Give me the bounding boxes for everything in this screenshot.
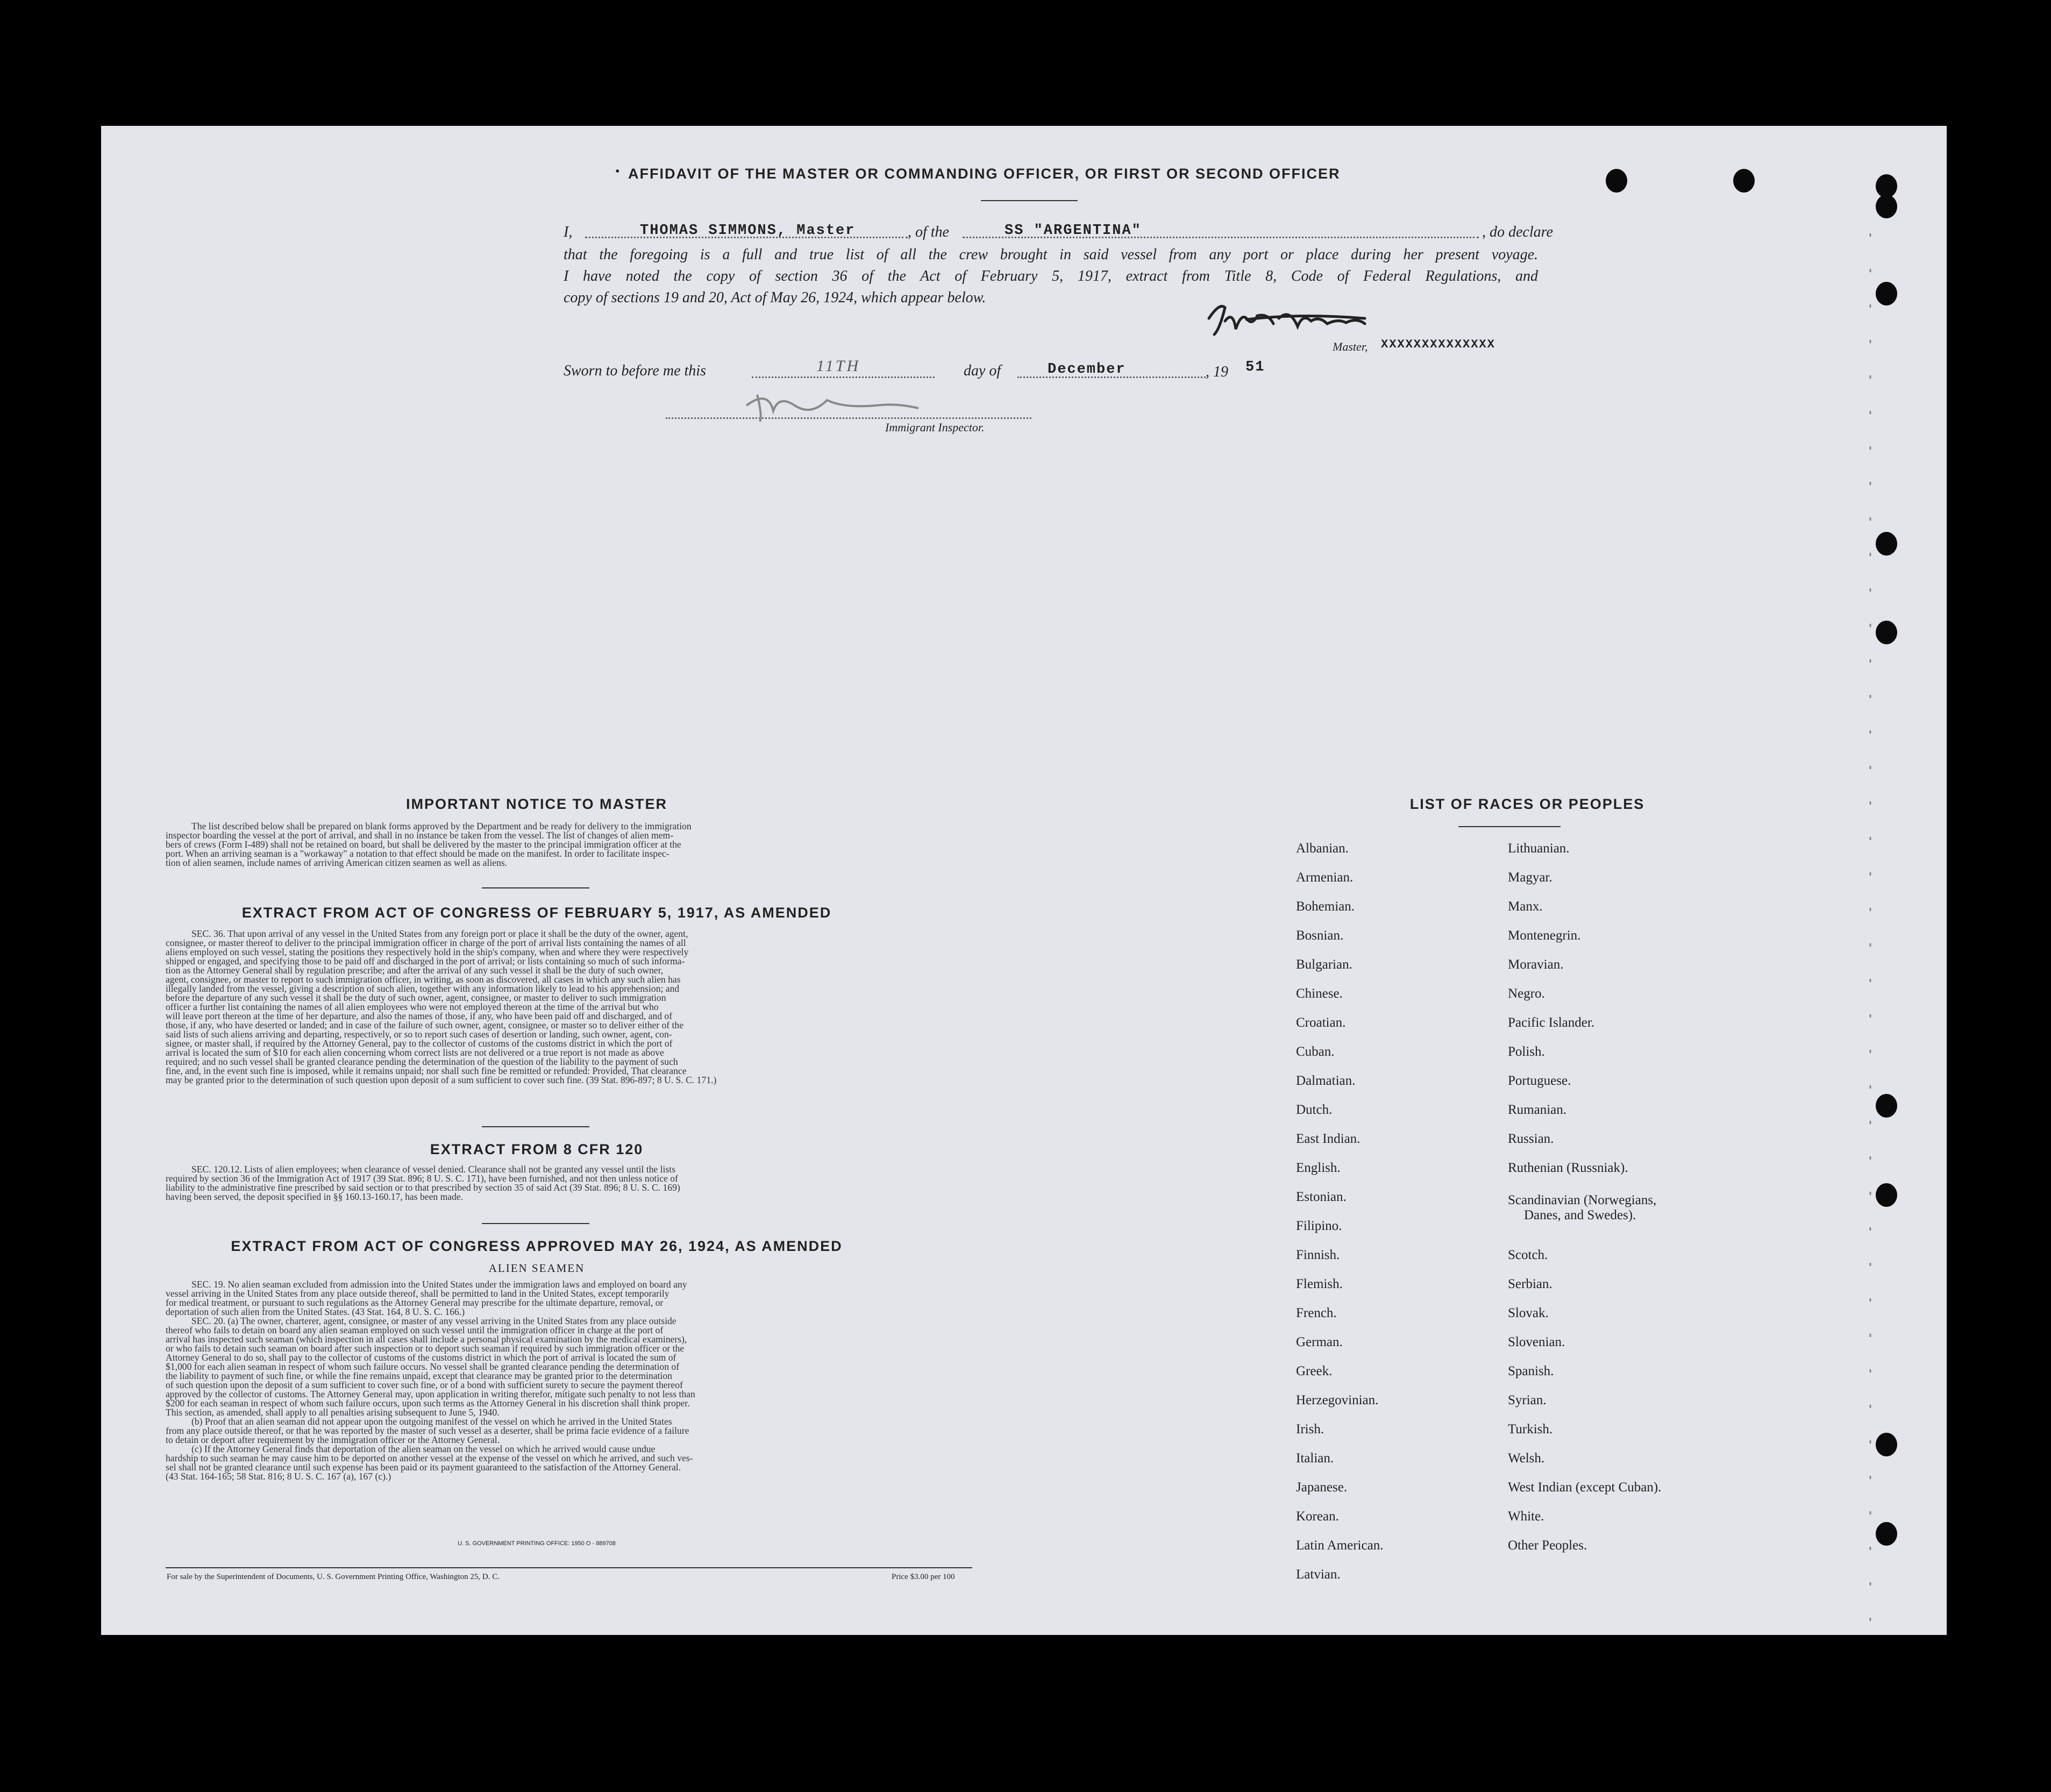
edge-marks xyxy=(1860,233,1876,1621)
race-item: Dalmatian. xyxy=(1296,1073,1356,1088)
document-page xyxy=(101,126,1947,1635)
extract-8cfr-line: liability to the administrative fine prescribed by said section or to that prescribed by section 35 of said Act (39 Stat. 896; 8 U. S. C. 169) xyxy=(166,1182,680,1193)
race-item: Magyar. xyxy=(1508,870,1553,885)
master-label: Master, xyxy=(1333,340,1368,353)
month-value: December xyxy=(1048,361,1126,378)
footer-right: Price $3.00 per 100 xyxy=(892,1573,955,1581)
notice-text xyxy=(166,822,902,867)
extract-1917-line: before the departure of any such vessel it shall be the duty of such owner, agent, consignee, or master to deliver to such immigration xyxy=(166,992,666,1003)
extract-1924-line: $200 for each seaman in respect of whom such failure occurs, upon such terms as the Attorney General in his discretion shall think proper. xyxy=(166,1398,690,1409)
extract-1924-line: SEC. 19. No alien seaman excluded from admission into the United States under the immigration laws and employed on board any xyxy=(191,1279,687,1290)
extract-1924-line: vessel arriving in the United States from any place outside thereof, shall be permitted to land in the United States, except temporarily xyxy=(166,1288,670,1299)
race-item: Russian. xyxy=(1508,1132,1554,1146)
race-item: Croatian. xyxy=(1296,1015,1346,1030)
punch-hole xyxy=(1876,1183,1897,1207)
race-item: East Indian. xyxy=(1296,1132,1361,1146)
race-item: Ruthenian (Russniak). xyxy=(1508,1161,1628,1175)
extract-1917-line: aliens employed on such vessel, stating the positions they respectively hold in the ship's company, when and where they were respectively xyxy=(166,947,689,957)
extract-1924-line: to detain or deport after requirement by the immigration officer or the Attorney General. xyxy=(166,1434,500,1445)
extract-8cfr-title: EXTRACT FROM 8 CFR 120 xyxy=(430,1141,644,1157)
master-signature xyxy=(1203,297,1376,340)
extract-1924-line: (43 Stat. 164-165; 58 Stat. 816; 8 U. S. C. 167 (a), 167 (c).) xyxy=(166,1471,391,1482)
race-item: Other Peoples. xyxy=(1508,1538,1587,1553)
race-item: Slovenian. xyxy=(1508,1335,1565,1349)
notice-line: port. When an arriving seaman is a "workaway" a notation to that effect should be made on the manifest. In order to facilitate inspec- xyxy=(166,848,670,859)
race-item: Chinese. xyxy=(1296,986,1343,1001)
declaration-line-3: I have noted the copy of section 36 of the Act of February 5, 1917, extract from Title 8, Code of Federal Regulations, and xyxy=(564,268,1538,285)
extract-1924-line: (b) Proof that an alien seaman did not appear upon the outgoing manifest of the vessel on which he arrived in the United States xyxy=(191,1416,672,1427)
bullet-mark: • xyxy=(615,165,620,179)
race-item: Serbian. xyxy=(1508,1277,1553,1291)
extract-1917-line: illegally landed from the vessel, giving a description of such alien, together with any information likely to lead to his apprehension; and xyxy=(166,983,680,994)
extract-1924-line: (c) If the Attorney General finds that deportation of the alien seaman on the vessel on which he arrived would cause undue xyxy=(191,1443,656,1454)
extract-1924-line: arrival has inspected such seaman (which inspection in all cases shall include a personal physical examination by the medical examiners), xyxy=(166,1334,687,1345)
race-item: Dutch. xyxy=(1296,1103,1333,1117)
race-item: Slovak. xyxy=(1508,1306,1549,1320)
race-item: Scotch. xyxy=(1508,1248,1548,1262)
race-item: Scandinavian (Norwegians, xyxy=(1508,1193,1657,1207)
notice-line: The list described below shall be prepared on blank forms approved by the Department and be ready for delivery to the immigration xyxy=(191,821,692,831)
name-field-value: THOMAS SIMMONS, Master xyxy=(640,223,856,239)
extract-1917-line: fine, and, in the event such fine is imposed, while it remains unpaid; nor shall such fine be remitted or refunded: Provided, That clearance xyxy=(166,1065,687,1076)
extract-1917-line: SEC. 36. That upon arrival of any vessel in the United States from any foreign port or place it shall be the duty of the owner, agent, xyxy=(191,928,688,939)
race-item: Lithuanian. xyxy=(1508,841,1570,856)
do-declare-label: , do declare xyxy=(1482,224,1553,240)
races-rule xyxy=(1458,826,1561,827)
extract-8cfr-line: required by section 36 of the Immigration Act of 1917 (39 Stat. 896; 8 U. S. C. 171), have been furnished, and not then unless notice of xyxy=(166,1173,678,1184)
notice-rule xyxy=(482,887,589,888)
race-item: Japanese. xyxy=(1296,1480,1348,1495)
extract-1917-line: signee, or master shall, if required by the Attorney General, pay to the collector of customs of the customs district in which the port of xyxy=(166,1038,673,1049)
extract-1924-line: hardship to such seaman he may cause him to be deported on another vessel at the expense of the vessel on which he arrived, and such ves- xyxy=(166,1453,693,1463)
punch-hole xyxy=(1876,195,1897,218)
races-title: LIST OF RACES OR PEOPLES xyxy=(1409,796,1645,812)
race-item: White. xyxy=(1508,1509,1544,1524)
declaration-prefix: I, xyxy=(564,224,573,240)
extract-1924-subtitle: ALIEN SEAMEN xyxy=(488,1262,585,1275)
year-prefix: , 19 xyxy=(1206,364,1228,380)
race-item: Herzegovinian. xyxy=(1296,1393,1379,1407)
sworn-day-line xyxy=(752,376,935,378)
extract-1924-line: $1,000 for each alien seaman in respect of whom such failure occurs. No vessel shall be granted clearance pending the determination of xyxy=(166,1361,680,1372)
race-item: West Indian (except Cuban). xyxy=(1508,1480,1662,1495)
extract-1924-line: SEC. 20. (a) The owner, charterer, agent, consignee, or master of any vessel arriving in the United States from any place outside xyxy=(191,1315,676,1326)
extract-1924-title: EXTRACT FROM ACT OF CONGRESS APPROVED MAY 26, 1924, AS AMENDED xyxy=(231,1238,843,1254)
race-item: Filipino. xyxy=(1296,1219,1342,1233)
notice-title: IMPORTANT NOTICE TO MASTER xyxy=(406,796,667,812)
notice-line: inspector boarding the vessel at the port of arrival, and shall in no instance be taken from the vessel. The list of changes of alien mem- xyxy=(166,830,674,841)
day-of-label: day of xyxy=(964,362,1001,379)
extract-1917-rule xyxy=(482,1126,589,1127)
extract-1917-line: will leave port thereon at the time of her departure, and also the names of those, if any, who have been paid off and discharged, and of xyxy=(166,1011,673,1021)
punch-hole xyxy=(1876,1522,1897,1546)
extract-1917-line: agent, consignee, or master to report to such immigration officer, in writing, as soon as discovered, all cases in which any such alien has xyxy=(166,974,681,985)
race-item: Danes, and Swedes). xyxy=(1524,1208,1636,1222)
race-item: Korean. xyxy=(1296,1509,1339,1524)
race-item: Cuban. xyxy=(1296,1044,1335,1059)
inspector-label: Immigrant Inspector. xyxy=(885,421,985,434)
declaration-line-2: that the foregoing is a full and true list of all the crew brought in said vessel from any port or place during her present voyage. xyxy=(564,246,1538,263)
punch-hole xyxy=(1876,1433,1897,1456)
extract-1924-line: from any place outside thereof, or that he was reported by the master of such vessel as a deserter, shall be prima facie evidence of a failure xyxy=(166,1425,689,1436)
race-item: Italian. xyxy=(1296,1451,1334,1466)
extract-1917-text xyxy=(166,929,902,1085)
race-item: Flemish. xyxy=(1296,1277,1343,1291)
extract-8cfr-line: SEC. 120.12. Lists of alien employees; when clearance of vessel denied. Clearance shall not be granted any vessel until the lists xyxy=(191,1164,675,1175)
extract-1917-line: officer a further list containing the names of all alien employees who were not employed thereon at the time of the arrival but who xyxy=(166,1001,659,1012)
extract-8cfr-text xyxy=(166,1165,902,1201)
race-item: Pacific Islander. xyxy=(1508,1015,1595,1030)
punch-hole xyxy=(1876,532,1897,556)
extract-1917-line: may be granted prior to the determination of such question upon deposit of a sum sufficient to cover such fine. (39 Stat. 896-897; 8 U. S. C. 171.) xyxy=(166,1075,717,1085)
extract-1924-text xyxy=(166,1280,902,1481)
year-value: 51 xyxy=(1245,359,1265,375)
punch-hole xyxy=(1876,282,1897,305)
extract-1917-title: EXTRACT FROM ACT OF CONGRESS OF FEBRUARY 5, 1917, AS AMENDED xyxy=(241,905,832,921)
punch-hole xyxy=(1606,169,1627,193)
extract-1924-line: approved by the collector of customs. The Attorney General may, upon application in writing therefor, mitigate such penalty to not less than xyxy=(166,1389,695,1399)
affidavit-title: AFFIDAVIT OF THE MASTER OR COMMANDING OFFICER, OR FIRST OR SECOND OFFICER xyxy=(628,166,1341,182)
race-item: Irish. xyxy=(1296,1422,1324,1437)
extract-1917-line: required; and no such vessel shall be granted clearance pending the determination of the question of the liability to the payment of such xyxy=(166,1056,678,1067)
master-strike: XXXXXXXXXXXXXX xyxy=(1381,338,1495,351)
notice-line: bers of crews (Form I-489) shall not be retained on board, but shall be delivered by the master to the principal immigration officer at the xyxy=(166,839,681,850)
extract-1924-line: Attorney General to do so, shall pay to the collector of customs of the customs district in which the port of arrival is located the sum of xyxy=(166,1352,676,1363)
race-item: Negro. xyxy=(1508,986,1545,1001)
race-item: Latvian. xyxy=(1296,1567,1341,1582)
sworn-day-value: 11TH xyxy=(816,357,861,375)
punch-hole xyxy=(1733,169,1755,193)
extract-1917-line: tion as the Attorney General shall by regulation prescribe; and after the arrival of any such vessel it shall be the duty of such owner, xyxy=(166,965,664,976)
title-rule xyxy=(981,200,1078,201)
race-item: Polish. xyxy=(1508,1044,1545,1059)
footer-rule xyxy=(166,1567,972,1568)
punch-hole xyxy=(1876,621,1897,644)
race-item: Welsh. xyxy=(1508,1451,1545,1466)
gpo-line: U. S. GOVERNMENT PRINTING OFFICE: 1950 O - 889708 xyxy=(458,1540,616,1547)
race-item: Bohemian. xyxy=(1296,899,1355,914)
extract-1917-line: those, if any, who have deserted or landed; and in case of the failure of such owner, agent, consignee, or master so to deliver either of the xyxy=(166,1020,684,1030)
race-item: Moravian. xyxy=(1508,957,1564,972)
extract-1917-line: said lists of such aliens arriving and departing, respectively, or so to report such cases of desertion or landing, such owner, agent, con- xyxy=(166,1029,672,1040)
race-item: Spanish. xyxy=(1508,1364,1554,1378)
footer-left: For sale by the Superintendent of Documents, U. S. Government Printing Office, Washington 25, D. C. xyxy=(167,1573,500,1581)
punch-hole xyxy=(1876,1094,1897,1118)
race-item: Estonian. xyxy=(1296,1190,1347,1204)
race-item: Armenian. xyxy=(1296,870,1354,885)
extract-8cfr-rule xyxy=(482,1223,589,1224)
extract-1924-line: sel shall not be granted clearance until such expense has been paid or its payment guaranteed to the satisfaction of the Attorney General. xyxy=(166,1462,681,1473)
race-item: English. xyxy=(1296,1161,1341,1175)
race-item: Finnish. xyxy=(1296,1248,1340,1262)
extract-8cfr-line: having been served, the deposit specified in §§ 160.13-160.17, has been made. xyxy=(166,1191,464,1202)
race-item: Bosnian. xyxy=(1296,928,1344,943)
notice-line: tion of alien seamen, include names of arriving American citizen seamen as well as aliens. xyxy=(166,857,508,868)
race-item: Montenegrin. xyxy=(1508,928,1581,943)
extract-1924-line: deportation of such alien from the United States. (43 Stat. 164, 8 U. S. C. 166.) xyxy=(166,1306,465,1317)
extract-1917-line: consignee, or master thereof to deliver to the principal immigration officer in charge of the port of arrival lists containing the names of all xyxy=(166,937,686,948)
race-item: Albanian. xyxy=(1296,841,1349,856)
vessel-field-value: SS "ARGENTINA" xyxy=(1005,223,1142,239)
race-item: Turkish. xyxy=(1508,1422,1553,1437)
race-item: Manx. xyxy=(1508,899,1543,914)
extract-1924-line: thereof who fails to detain on board any alien seaman employed on such vessel until the immigration officer in charge at the port of xyxy=(166,1325,664,1335)
race-item: Latin American. xyxy=(1296,1538,1384,1553)
race-item: Syrian. xyxy=(1508,1393,1547,1407)
extract-1924-line: of such question upon the deposit of a sum sufficient to cover such fine, or of a bond with sufficient surety to secure the payment thereof xyxy=(166,1379,683,1390)
race-item: Bulgarian. xyxy=(1296,957,1352,972)
extract-1917-line: arrival is located the sum of $10 for each alien concerning whom correct lists are not delivered or a true report is not made as above xyxy=(166,1047,664,1058)
extract-1917-line: shipped or engaged, and specifying those to be paid off and discharged in the port of arrival; or lists containing so much of such informa- xyxy=(166,956,685,966)
extract-1924-line: or who fails to detain such seaman on board after such inspection or to deport such seaman if required by such immigration officer or the xyxy=(166,1343,685,1354)
race-item: Rumanian. xyxy=(1508,1103,1567,1117)
extract-1924-line: for medical treatment, or pursuant to such regulations as the Attorney General may prescribe for the ultimate departure, removal, or xyxy=(166,1297,664,1308)
race-item: French. xyxy=(1296,1306,1337,1320)
of-the-label: , of the xyxy=(908,224,949,240)
race-item: Portuguese. xyxy=(1508,1073,1571,1088)
race-item: Greek. xyxy=(1296,1364,1333,1378)
race-item: German. xyxy=(1296,1335,1343,1349)
sworn-label: Sworn to before me this xyxy=(564,362,706,379)
extract-1924-line: This section, as amended, shall apply to all penalties arising subsequent to June 5, 1940. xyxy=(166,1407,500,1418)
extract-1924-line: the liability to payment of such fine, or while the fine remains unpaid, except that clearance may be granted prior to the determination xyxy=(166,1370,672,1381)
declaration-line-4: copy of sections 19 and 20, Act of May 26, 1924, which appear below. xyxy=(564,289,986,306)
